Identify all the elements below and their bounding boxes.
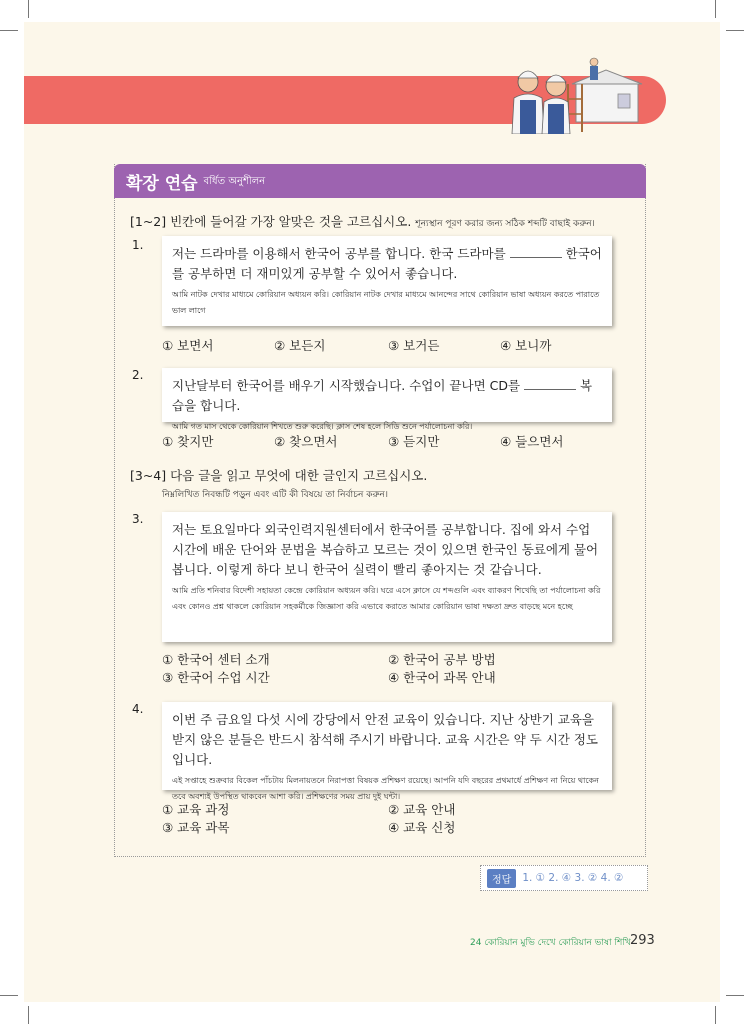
- question-2-text-after: 복습을 합니다.: [172, 378, 593, 413]
- question-2-text-before: 지난달부터 한국어를 배우기 시작했습니다. 수업이 끝나면 CD를: [172, 378, 521, 393]
- instruction-1: [130, 212, 595, 231]
- question-4-option-2[interactable]: ② 교육 안내: [388, 802, 456, 817]
- question-2-option-2[interactable]: ② 찾으면서: [274, 434, 338, 449]
- footer-chapter: 24 কোরিয়ান মুভি দেখে কোরিয়ান ভাষা শিখি: [470, 938, 631, 948]
- instruction-2: [130, 466, 610, 502]
- section-subtitle: বর্ধিত অনুশীলন: [203, 176, 266, 187]
- question-3-option-1[interactable]: ① 한국어 센터 소개: [162, 652, 270, 667]
- question-2-translation: আমি গত মাস থেকে কোরিয়ান শিখতে শুরু করেছি। ক্লাস শেষ হলে সিডি শুনে পর্যালোচনা করি।: [172, 422, 473, 431]
- instruction-1-ko: [1~2] 빈칸에 들어갈 가장 알맞은 것을 고르십시오.: [130, 214, 412, 229]
- question-2-number: 2.: [132, 368, 144, 382]
- crop-mark: [0, 30, 18, 31]
- crop-mark: [28, 0, 29, 18]
- question-4-box: [162, 702, 612, 801]
- crop-mark: [0, 995, 18, 996]
- question-4-text: 이번 주 금요일 다섯 시에 강당에서 안전 교육이 있습니다. 지난 상반기 교육을 받지 않은 분들은 반드시 참석해 주시기 바랍니다. 교육 시간은 약 두 시간 정도입니다.: [172, 712, 598, 767]
- answer-key: [480, 865, 648, 891]
- question-1-blank: [510, 245, 562, 258]
- workers-illustration: [506, 54, 646, 134]
- instruction-1-bn: শূন্যস্থান পূরণ করার জন্য সঠিক শব্দটি বাছাই করুন।: [415, 219, 595, 229]
- question-4-number: 4.: [132, 702, 144, 716]
- question-3-text: 저는 토요일마다 외국인력지원센터에서 한국어를 공부합니다. 집에 와서 수업 시간에 배운 단어와 문법을 복습하고 모르는 것이 있으면 한국인 동료에게 물어봅니다. 이렇게 하다 보니 한국어 실력이 빨리 좋아지는 것 같습니다.: [172, 522, 599, 577]
- crop-mark: [28, 1006, 29, 1024]
- page-number: 293: [630, 933, 655, 948]
- question-4-option-4[interactable]: ④ 교육 신청: [388, 820, 456, 835]
- section-title: 확장 연습: [126, 173, 198, 194]
- question-3-number: 3.: [132, 512, 144, 526]
- section-header: [114, 164, 646, 198]
- question-1-text-before: 저는 드라마를 이용해서 한국어 공부를 합니다. 한국 드라마를: [172, 246, 506, 261]
- question-4-option-3[interactable]: ③ 교육 과목: [162, 820, 230, 835]
- question-1-translation: আমি নাটক দেখার মাধ্যমে কোরিয়ান অধ্যয়ন করি। কোরিয়ান নাটক দেখার মাধ্যমে আনন্দের সাথে কোরিয়ান ভাষা অধ্যয়ন করতে পারাতে ভাল লাগে: [172, 290, 600, 315]
- question-1-option-1[interactable]: ① 보면서: [162, 338, 214, 353]
- answer-text: 1. ① 2. ④ 3. ② 4. ②: [522, 872, 624, 884]
- question-3-translation: আমি প্রতি শনিবার বিদেশী সহায়তা কেন্দ্রে কোরিয়ান অধ্যয়ন করি। ঘরে এসে ক্লাসে যে শব্দগুলি এবং ব্যাকরণ শিখেছি তা পর্যালোচনা করি এবং কোনও প্রশ্ন থাকলে কোরিয়ান সহকর্মীকে জিজ্ঞাসা করি এভাবে করাতে আমার কোরিয়ান ভাষা দক্ষতা দ্রুত বাড়ছে মনে হচ্ছে: [172, 586, 601, 611]
- question-3-option-3[interactable]: ③ 한국어 수업 시간: [162, 670, 270, 685]
- question-1-box: [162, 236, 612, 326]
- question-4-option-1[interactable]: ① 교육 과정: [162, 802, 230, 817]
- question-1-text-after: 한국어를 공부하면 더 재미있게 공부할 수 있어서 좋습니다.: [172, 246, 602, 281]
- crop-mark: [726, 995, 744, 996]
- question-2-option-3[interactable]: ③ 듣지만: [388, 434, 440, 449]
- question-2-box: [162, 368, 612, 431]
- question-1-text: [172, 244, 602, 284]
- crop-mark: [726, 30, 744, 31]
- crop-mark: [715, 1006, 716, 1024]
- question-3-option-4[interactable]: ④ 한국어 과목 안내: [388, 670, 496, 685]
- crop-mark: [715, 0, 716, 18]
- question-2-text: [172, 376, 602, 416]
- instruction-2-bn: নিম্নলিখিত নিবন্ধটি পড়ুন এবং এটি কী বিষয়ে তা নির্বাচন করুন।: [162, 490, 388, 500]
- question-1-option-3[interactable]: ③ 보거든: [388, 338, 440, 353]
- question-1-option-2[interactable]: ② 보든지: [274, 338, 326, 353]
- question-4-translation: এই সপ্তাহে শুক্রবার বিকেল পাঁচটায় মিলনায়তনে নিরাপত্তা বিষয়ক প্রশিক্ষণ রয়েছে। আপনি যদি বছরের প্রথমার্ধে প্রশিক্ষণ না নিয়ে থাকেন তবে অবশ্যই উপস্থিত থাকবেন আশা করি। প্রশিক্ষণের সময় প্রায় দুই ঘন্টা।: [172, 776, 599, 801]
- question-3-option-2[interactable]: ② 한국어 공부 방법: [388, 652, 496, 667]
- instruction-2-ko: [3~4] 다음 글을 읽고 무엇에 대한 글인지 고르십시오.: [130, 468, 428, 483]
- question-2-blank: [524, 377, 576, 390]
- question-2-option-4[interactable]: ④ 들으면서: [500, 434, 564, 449]
- question-2-option-1[interactable]: ① 찾지만: [162, 434, 214, 449]
- question-3-box: [162, 512, 612, 642]
- question-1-option-4[interactable]: ④ 보니까: [500, 338, 552, 353]
- answer-label: 정답: [487, 869, 516, 888]
- question-1-number: 1.: [132, 238, 144, 252]
